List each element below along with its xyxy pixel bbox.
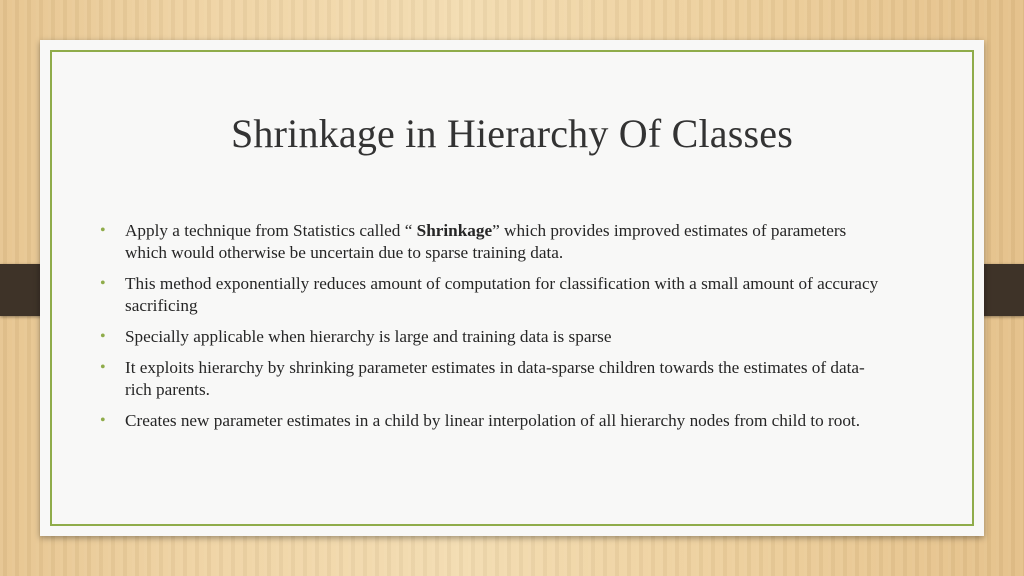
slide-title: Shrinkage in Hierarchy Of Classes	[230, 111, 793, 156]
bullet-text: This method exponentially reduces amount of computation for classification with a small amount of accuracy sacrificing	[125, 274, 879, 315]
bullet-text: Specially applicable when hierarchy is large and training data is sparse	[125, 327, 612, 346]
bullet-list	[98, 220, 888, 441]
slide-card	[40, 40, 984, 536]
bullet-dot-icon: •	[100, 222, 106, 239]
bullet-dot-icon: •	[100, 412, 106, 429]
bullet-dot-icon: •	[100, 328, 106, 345]
bullet-text: Creates new parameter estimates in a child by linear interpolation of all hierarchy nodes from child to root.	[125, 411, 860, 430]
bullet-item-interpolation	[98, 410, 888, 432]
bullet-item-shrinkage	[98, 220, 888, 264]
bullet-dot-icon: •	[100, 275, 106, 292]
bullet-text-after: ” which provides improved estimates of parameters which would otherwise be uncertain due to sparse training data.	[125, 221, 847, 262]
bullet-text: It exploits hierarchy by shrinking parameter estimates in data-sparse children towards the estimates of data-rich parents.	[125, 358, 865, 399]
bullet-item-computation	[98, 273, 888, 317]
bullet-item-applicable	[98, 326, 888, 348]
bullet-text-before: Apply a technique from Statistics called “	[125, 221, 417, 240]
bullet-item-exploits	[98, 357, 888, 401]
bullet-text-bold: Shrinkage	[416, 221, 493, 240]
bullet-dot-icon: •	[100, 359, 106, 376]
